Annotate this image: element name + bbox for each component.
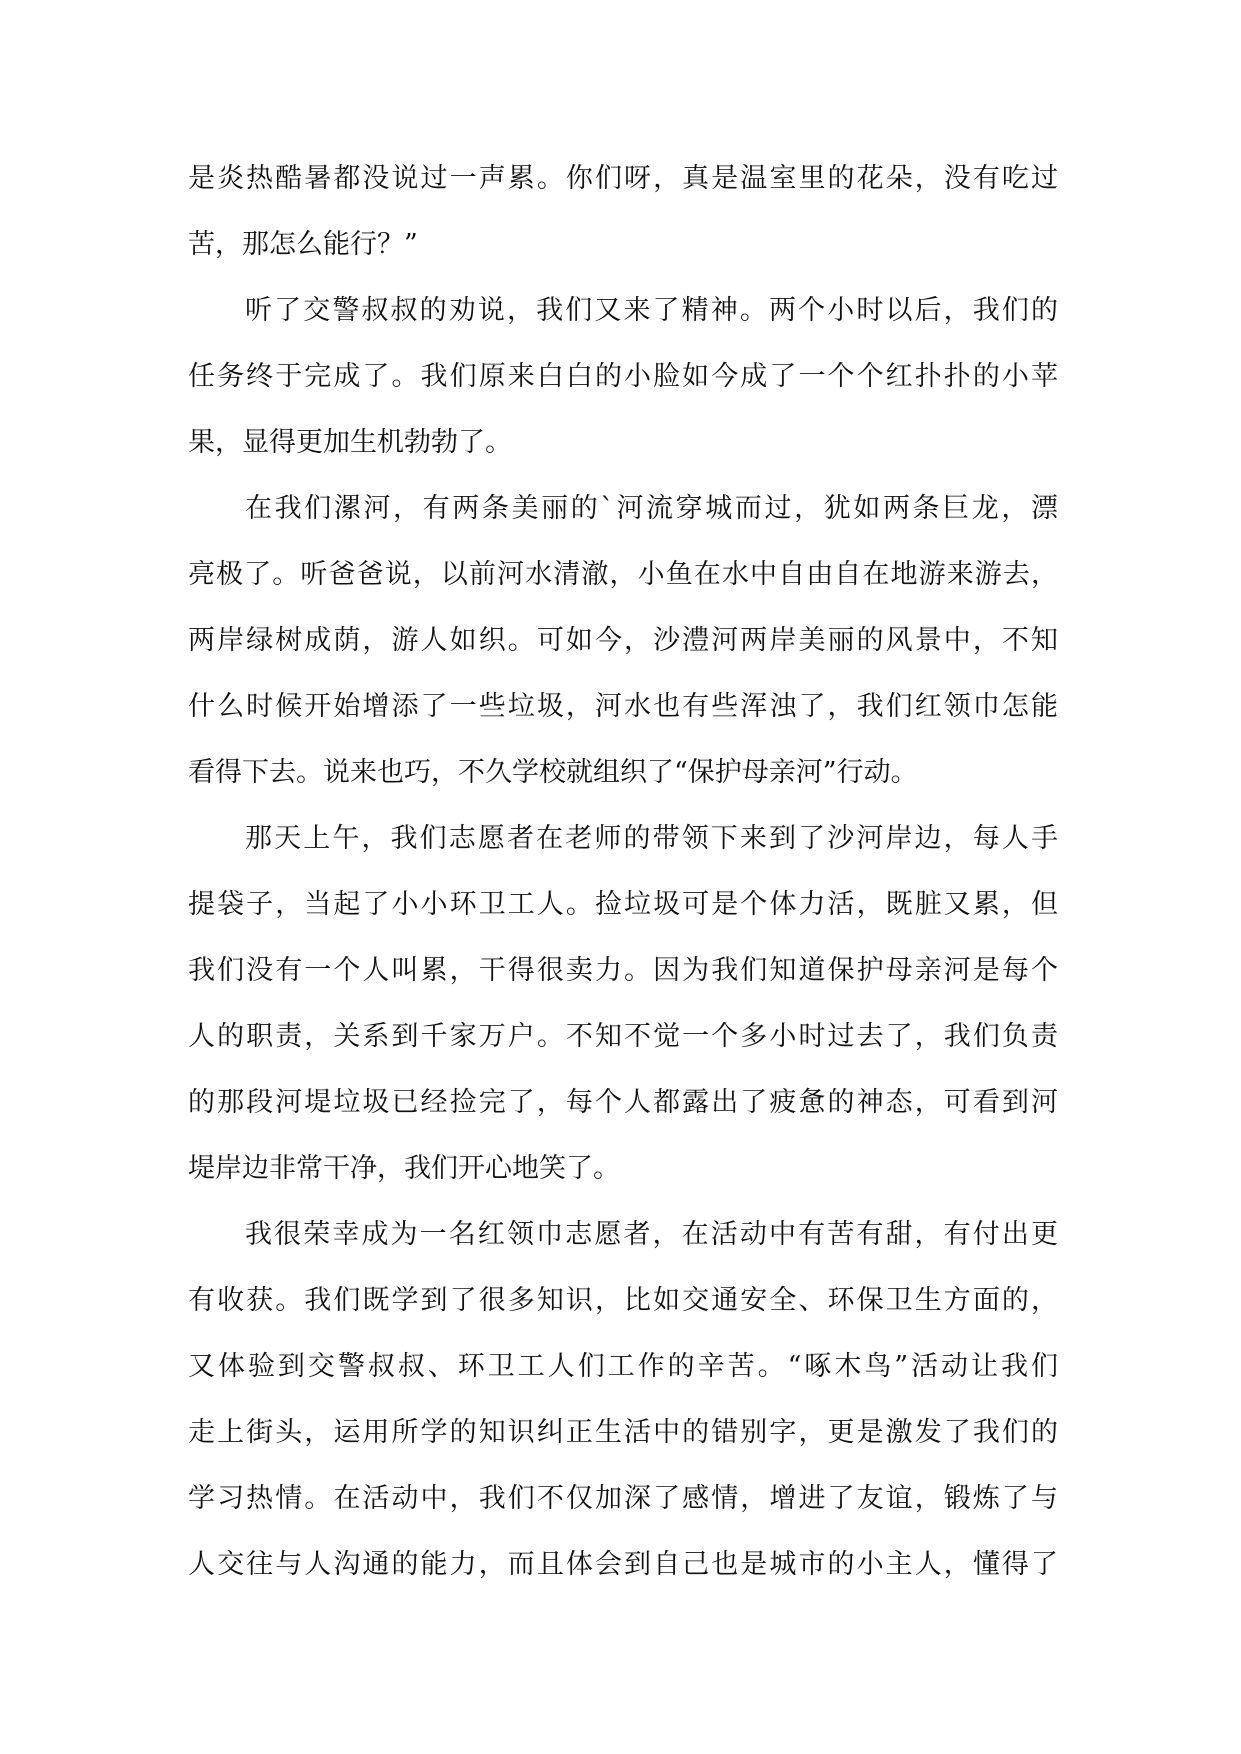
text-line: 有收获。我们既学到了很多知识，比如交通安全、环保卫生方面的，: [188, 1285, 1058, 1316]
text-line: 亮极了。听爸爸说，以前河水清澈，小鱼在水中自由自在地游来游去，: [188, 559, 1058, 590]
text-line: 学习热情。在活动中，我们不仅加深了感情，增进了友谊，锻炼了与: [188, 1483, 1058, 1514]
text-line: 苦，那怎么能行？”: [188, 229, 418, 260]
paragraph-2: [188, 278, 1058, 476]
text-line: 我们没有一个人叫累，干得很卖力。因为我们知道保护母亲河是每个: [188, 955, 1058, 986]
paragraph-4: [188, 806, 1058, 1202]
text-line: 堤岸边非常干净，我们开心地笑了。: [188, 1153, 620, 1184]
text-line: 在我们漯河，有两条美丽的`河流穿城而过，犹如两条巨龙，漂: [245, 493, 1058, 524]
text-line: 的那段河堤垃圾已经捡完了，每个人都露出了疲惫的神态，可看到河: [188, 1087, 1058, 1118]
text-line: 任务终于完成了。我们原来白白的小脸如今成了一个个红扑扑的小苹: [188, 361, 1058, 392]
paragraph-1: [188, 146, 1058, 278]
text-line: 什么时候开始增添了一些垃圾，河水也有些浑浊了，我们红领巾怎能: [188, 691, 1058, 722]
document-body: [188, 146, 1058, 1598]
paragraph-5: [188, 1202, 1058, 1598]
text-line: 人交往与人沟通的能力，而且体会到自己也是城市的小主人，懂得了: [188, 1549, 1058, 1580]
text-line: 听了交警叔叔的劝说，我们又来了精神。两个小时以后，我们的: [245, 295, 1058, 326]
text-line: 又体验到交警叔叔、环卫工人们工作的辛苦。“啄木鸟”活动让我们: [188, 1351, 1058, 1382]
text-line: 那天上午，我们志愿者在老师的带领下来到了沙河岸边，每人手: [245, 823, 1058, 854]
text-line: 果，显得更加生机勃勃了。: [188, 427, 512, 458]
text-line: 是炎热酷暑都没说过一声累。你们呀，真是温室里的花朵，没有吃过: [188, 163, 1058, 194]
paragraph-3: [188, 476, 1058, 806]
text-line: 人的职责，关系到千家万户。不知不觉一个多小时过去了，我们负责: [188, 1021, 1058, 1052]
text-line: 提袋子，当起了小小环卫工人。捡垃圾可是个体力活，既脏又累，但: [188, 889, 1058, 920]
text-line: 两岸绿树成荫，游人如织。可如今，沙澧河两岸美丽的风景中，不知: [188, 625, 1058, 656]
text-line: 我很荣幸成为一名红领巾志愿者，在活动中有苦有甜，有付出更: [245, 1219, 1058, 1250]
text-line: 走上街头，运用所学的知识纠正生活中的错别字，更是激发了我们的: [188, 1417, 1058, 1448]
text-line: 看得下去。说来也巧，不久学校就组织了“保护母亲河”行动。: [188, 757, 918, 788]
